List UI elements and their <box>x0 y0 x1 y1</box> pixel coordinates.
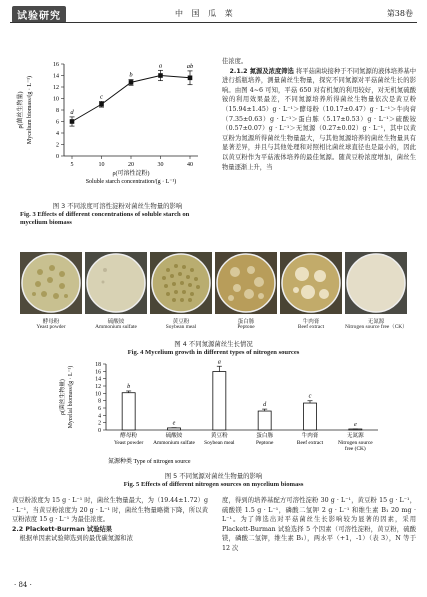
dish-ammonium-sulfate <box>85 252 147 336</box>
y-tick-label: 6 <box>98 406 101 412</box>
dish-label-en: Soybean meal <box>165 324 197 330</box>
y-tick-label: 12 <box>53 85 59 91</box>
x-tick-label: 20 <box>128 162 134 168</box>
y-axis-label-cn: ρ(菌丝生物量) <box>18 91 24 129</box>
category-label-en: free (CK) <box>344 446 366 452</box>
journal-name: 中 国 瓜 菜 <box>175 9 236 18</box>
category-label-cn: 酵母粉 <box>120 433 138 439</box>
x-tick-label: 5 <box>70 162 74 168</box>
fig4-caption-cn: 图 4 不同氮源菌丝生长情况 <box>174 340 253 348</box>
significance-letter: b <box>127 382 131 390</box>
data-point <box>70 119 75 124</box>
data-point <box>129 80 134 85</box>
paragraph: 黄豆粉浓度为 15 g · L⁻¹ 时，菌丝生物量最大，为（19.44±1.72）g · L⁻¹，当黄豆粉浓度为 20 g · L⁻¹ 时，菌丝生物量略微下降，所以黄豆粉浓度 15 g · L⁻¹ 为最佳浓度。 <box>12 497 208 524</box>
dish-label-cn: 牛肉膏 <box>302 319 320 325</box>
significance-letter: d <box>70 108 74 116</box>
dish-label-en: Nitrogen source free（CK） <box>345 324 408 330</box>
right-column-text <box>222 57 416 172</box>
y-tick-label: 8 <box>98 398 101 405</box>
data-point <box>158 73 163 78</box>
paragraph: 度，得到的培养基配方可溶性淀粉 30 g · L⁻¹，黄豆粉 15 g · L⁻¹，硫酸镁 1.5 g · L⁻¹，磷酸二氢钾 2 g · L⁻¹ 和维生素 B₁ 20 mg · L⁻¹。为了筛选出对平菇菌丝生长影响较为显著的因素，采用 Plackett-Burman 试验选择 5 个因素（可溶性淀粉，黄豆粉，硫酸镁，磷酸二氢钾，维生素 B₁），两水平（+1，-1）（表 3），N 等于 12 次 <box>222 497 416 552</box>
category-label-cn: 牛肉膏 <box>301 433 319 439</box>
significance-letter: b <box>129 71 133 79</box>
category-label-en: Peptone <box>255 440 274 446</box>
x-tick-label: 30 <box>157 162 164 168</box>
page-number: · 84 · <box>14 581 32 589</box>
y-tick-label: 16 <box>53 62 59 68</box>
dish-yeast-powder <box>20 252 82 336</box>
data-point <box>188 76 193 81</box>
dish-label-cn: 无氮源 <box>367 319 385 325</box>
dish-soybean-meal <box>150 252 212 336</box>
dish-label-cn: 酵母粉 <box>42 319 60 325</box>
petri-dish-image <box>20 252 82 314</box>
dish-label-en: Peptone <box>237 324 255 330</box>
dish-label-en: Beef extract <box>297 324 325 330</box>
bottom-left-text <box>12 496 208 544</box>
bar <box>258 411 271 430</box>
significance-letter: c <box>100 93 103 101</box>
volume-label: 第38卷 <box>386 9 413 18</box>
bar <box>122 393 135 430</box>
section-heading: 2.2 Plackett-Burman 试验结果 <box>12 525 113 533</box>
category-label-en: Nitrogen source <box>338 440 373 446</box>
y-axis-label-cn: ρ(菌丝生物量) <box>60 379 66 415</box>
y-tick-label: 0 <box>98 428 101 434</box>
dish-peptone <box>215 252 277 336</box>
fig5-bar-chart <box>20 360 400 470</box>
y-tick-label: 2 <box>98 420 101 427</box>
petri-dish-image <box>280 252 342 314</box>
x-axis-label: 氮源种类 Type of nitrogen source <box>108 459 191 465</box>
category-label-en: Soybean meal <box>204 440 235 446</box>
dish-label-en: Ammonium sulfate <box>95 324 137 330</box>
significance-letter: ab <box>186 62 194 70</box>
y-tick-label: 16 <box>95 369 101 376</box>
category-label-cn: 无氮源 <box>346 433 364 439</box>
bottom-right-text <box>222 496 416 554</box>
dish-label-cn: 黄豆粉 <box>172 319 190 325</box>
significance-letter: a <box>158 62 163 70</box>
dish-label-cn: 蛋白胨 <box>237 319 255 325</box>
category-label-en: Yeast powder <box>114 440 144 446</box>
paragraph: 根据单因素试验筛选到的最优碳氮源和浓 <box>19 535 133 543</box>
y-tick-label: 2 <box>56 142 59 149</box>
fig5-caption-cn: 图 5 不同氮源对菌丝生物量的影响 <box>164 472 263 480</box>
y-tick-label: 10 <box>95 391 101 398</box>
y-tick-label: 6 <box>56 119 59 126</box>
data-point <box>99 102 104 107</box>
category-label-cn: 硫酸铵 <box>165 433 183 439</box>
paragraph-text: 将平菇菌块接种于不同氮源的液体培养基中进行摇瓶培养，测量菌丝生物量，探究不同氮源对平菇菌丝生长的影响。由图 4~6 可知，平菇 650 对有机氮的利用较好，对无机氮硫酸铵的利用效果最差，不同氮源培养所得菌丝生物量依次是黄豆粉（15.94±1.45）g · L⁻¹＞酵母粉（10.17±0.47）g · L⁻¹＞牛肉膏（7.35±0.63）g · L⁻¹＞蛋白胨（5.17±0.53）g · L⁻¹＞硫酸铵（0.57±0.07）g · L⁻¹＞无氮源（0.27±0.02）g · L⁻¹，其中以黄豆粉为氮源所得菌丝生物量最大，与其他氮源培养的菌丝生物量具有显著差异，并且与其他处理和对照相比菌丝球直径也是最小的，因此以黄豆粉作为平菇液体培养的最佳氮源。随黄豆粉浓度增加，菌丝生物量逐渐上升，当 <box>222 67 416 171</box>
y-tick-label: 10 <box>53 96 59 103</box>
paragraph: 佳浓度。 <box>222 58 248 65</box>
fig5-caption <box>20 472 407 489</box>
fig4-caption <box>20 340 407 357</box>
dish-label-en: Yeast powder <box>36 324 66 330</box>
y-tick-label: 14 <box>53 73 59 80</box>
petri-dish-image <box>150 252 212 314</box>
fig4-photo-row <box>20 252 407 336</box>
dish-label-cn: 硫酸铵 <box>107 319 125 325</box>
header-divider <box>10 22 417 23</box>
y-tick-label: 0 <box>56 154 59 160</box>
fig4-caption-en: Fig. 4 Mycelium growth in different types of nitrogen sources <box>127 348 300 356</box>
dish-nitrogen-free <box>345 252 407 336</box>
fig3-caption-en: Fig. 3 Effects of different concentrations of soluble starch on mycelium biomass <box>20 210 190 226</box>
significance-letter: e <box>172 419 176 427</box>
category-label-en: Beef extract <box>296 440 324 446</box>
dish-beef-extract <box>280 252 342 336</box>
section-tag: 试验研究 <box>12 6 66 23</box>
page-header <box>0 0 427 24</box>
x-axis-label-cn: ρ(可溶性淀粉) <box>112 171 150 177</box>
category-label-en: Ammonium sulfate <box>153 440 195 446</box>
category-label-cn: 黄豆粉 <box>210 433 228 439</box>
y-axis-label-en: Mycelial biomass/(g · L⁻¹) <box>68 365 74 429</box>
fig5-caption-en: Fig. 5 Effects of different nitrogen sources on mycelium biomass <box>123 480 304 488</box>
significance-letter: d <box>263 401 267 409</box>
x-tick-label: 40 <box>187 162 193 168</box>
y-tick-label: 4 <box>98 413 101 420</box>
bar <box>304 403 317 430</box>
petri-dish-image <box>215 252 277 314</box>
paragraph <box>222 67 416 173</box>
petri-dish-image <box>345 252 407 314</box>
x-axis-label-en: Soluble starch concentration/(g · L⁻¹) <box>85 179 177 185</box>
fig3-caption-cn: 图 3 不同浓度可溶性淀粉对菌丝生物量的影响 <box>52 202 183 210</box>
y-tick-label: 12 <box>95 384 101 390</box>
petri-dish-image <box>85 252 147 314</box>
y-tick-label: 4 <box>56 131 59 137</box>
significance-letter: e <box>353 420 357 428</box>
bar <box>213 372 226 430</box>
category-label-cn: 蛋白胨 <box>256 433 274 439</box>
bar <box>168 428 181 430</box>
y-tick-label: 14 <box>95 376 101 383</box>
significance-letter: c <box>308 392 312 400</box>
fig3-line-chart <box>12 58 212 198</box>
significance-letter: a <box>217 360 221 366</box>
section-heading: 2.1.2 氮源及浓度筛选 <box>229 67 294 75</box>
y-tick-label: 8 <box>56 108 59 114</box>
fig3-caption <box>20 202 215 228</box>
y-axis-label-en: Mycelium biomass/(g · L⁻¹) <box>27 75 33 145</box>
y-tick-label: 18 <box>95 362 101 368</box>
x-tick-label: 10 <box>98 162 105 168</box>
